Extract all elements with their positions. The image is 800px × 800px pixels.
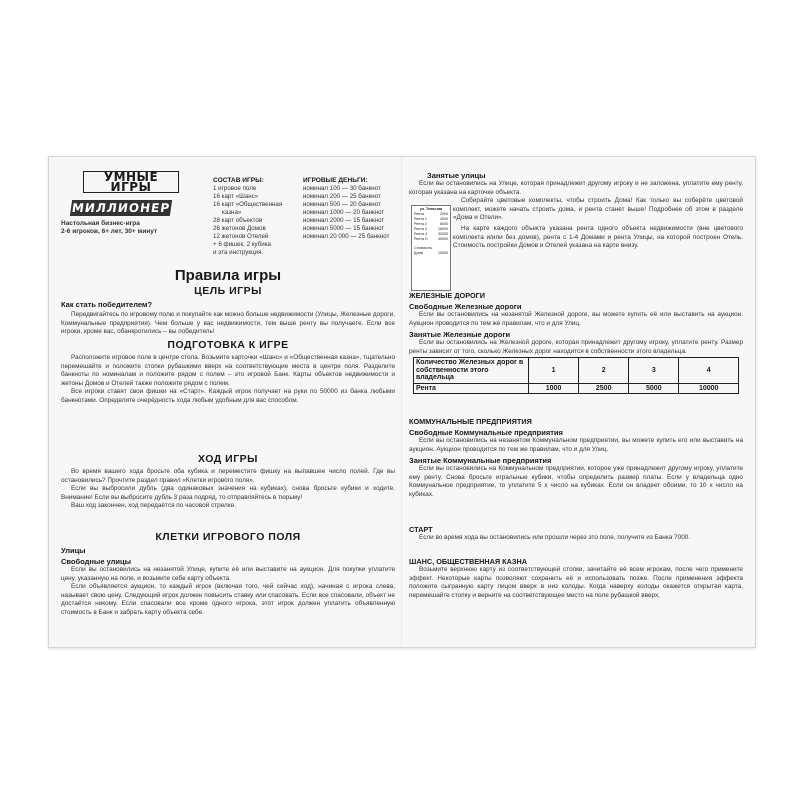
- occupied-utilities-text: Если вы остановились на Коммунальном предприятии, которое уже принадлежит другому игроку, уплатите ему ренту. Снова бросьте игральные кубики, чтобы определить размер платы. Если у владельца одно Коммунальное предприятие, то уплатите 5 х число на кубиках. Если он владеет обоими, то 10 х число на кубиках.: [409, 465, 743, 498]
- logo-subtitle-line: 2-6 игроков, 6+ лет, 30+ минут: [61, 228, 158, 235]
- rent-label: Рента О: [414, 237, 428, 241]
- table-cell: 1000: [529, 383, 579, 394]
- logo-title: МИЛЛИОНЕР: [70, 201, 172, 215]
- cells-heading: КЛЕТКИ ИГРОВОГО ПОЛЯ: [155, 531, 301, 543]
- list-item: номинал 5000 — 15 банкнот: [303, 225, 385, 232]
- list-item: номинал 100 — 30 банкнот: [303, 185, 381, 192]
- table-cell: Рента: [414, 383, 529, 394]
- logo-subtitle: [61, 220, 179, 236]
- turn-section: [61, 453, 395, 511]
- chance-section: [409, 557, 743, 600]
- table-cell: 3: [629, 358, 679, 384]
- prep-section: [61, 339, 395, 406]
- rent-value: 4000: [440, 217, 448, 221]
- rent-label: Рента 3: [414, 227, 427, 231]
- occupied-railroads-heading: Занятые Железные дороги: [409, 330, 511, 340]
- footer-value: 15000: [438, 251, 448, 255]
- logo-brand: УМНЫЕ ИГРЫ: [83, 171, 179, 193]
- goal-heading: ЦЕЛЬ ИГРЫ: [194, 285, 262, 297]
- rent-value: 8000: [440, 222, 448, 226]
- occupied-streets-text: Собирайте цветовые комплекты, чтобы строить Дома! Как только вы соберёте цветовой комплект, можете начать строить дома, и рента станет выше! Подробнее об этом в разделе «Дома и Отели».: [453, 197, 743, 222]
- list-item: номинал 200 — 25 банкнот: [303, 193, 381, 200]
- list-item: + 6 фишек, 2 кубика: [213, 241, 271, 248]
- list-item: 26 жетонов Домов: [213, 225, 266, 232]
- streets-heading: Улицы: [61, 546, 86, 555]
- railroads-heading: ЖЕЛЕЗНЫЕ ДОРОГИ: [409, 291, 486, 300]
- rent-value: 40000: [438, 237, 448, 241]
- free-railroads-text: Если вы остановились на незанятой Железной дороге, вы можете купить её или выставить на аукцион. Аукцион проводится по тем же правилам, что и для Улиц.: [409, 311, 743, 327]
- railroads-section: [409, 291, 743, 356]
- list-item: 16 карт «Общественная: [213, 201, 283, 208]
- free-streets-text: Если объявляется аукцион, то каждый игрок (включая того, чей сейчас ход), начиная с игрока слева, называет свою цену. Следующий игрок должен повысить ставку или спасовать. Если все спасовали, объект не достаётся никому. Если спасовали все кроме одного игрока, этот игрок должен уплатить объявленную стоимость в Банк и забрать карту объекта себе.: [61, 583, 395, 616]
- money-heading: ИГРОВЫЕ ДЕНЬГИ:: [303, 177, 368, 184]
- table-cell: 2: [579, 358, 629, 384]
- turn-heading: ХОД ИГРЫ: [198, 453, 258, 465]
- list-item: 28 карт объектов: [213, 217, 263, 224]
- list-item: 1 игровое поле: [213, 185, 257, 192]
- footer-line: Стоимость: [414, 246, 432, 250]
- rent-label: Рента 1: [414, 217, 427, 221]
- table-cell: Количество Железных дорог в собственности этого владельца: [414, 358, 529, 384]
- table-cell: 1: [529, 358, 579, 384]
- list-item: и эта инструкция.: [213, 249, 264, 256]
- list-item: 12 жетонов Отелей: [213, 233, 269, 240]
- occupied-streets-text: На карте каждого объекта указана рента одного объекта недвижимости (вне цветового комплекта и/или без домов), рента с 1-4 Домами и рента Улицы, на которой построен Отель. Стоимость постройки Домов и Отелей указана на карте внизу.: [453, 224, 743, 250]
- occupied-streets-section: [409, 171, 743, 255]
- occupied-utilities-heading: Занятые Коммунальные предприятия: [409, 456, 552, 466]
- goal-section: [61, 285, 395, 337]
- center-fold: [401, 157, 402, 647]
- chance-text: Возьмите верхнюю карту из соответствующей стопки, зачитайте её всем игрокам, после чего примените эффект. Некоторые карты позволяют сохранить её и использовать позже. После применения эффекта положите сыгранную карту лицом вверх в низ колоды. Когда наверху колоды окажется открытая карта, перемешайте стопку и верните на соответствующее место на поле рубашкой вверх.: [409, 566, 743, 599]
- turn-text: Если вы выбросили дубль (два одинаковых значения на кубиках), снова бросьте кубики и ходите. Внимание! Если вы выбросите дубль 3 раза подряд, то отправляйтесь в тюрьму!: [61, 485, 395, 501]
- table-cell: 2500: [579, 383, 629, 394]
- list-item: казна»: [222, 209, 242, 216]
- railroad-rent-table: [413, 357, 739, 394]
- free-streets-heading: Свободные улицы: [61, 557, 132, 566]
- prep-text: Все игроки ставят свои фишки на «Старт». Каждый игрок получает на руки по 50000 из банка любыми банкнотами. Определите очерёдность хода любым удобным для вас способом.: [61, 388, 395, 404]
- list-item: 16 карт «Шанс»: [213, 193, 259, 200]
- rent-value: 16000: [438, 227, 448, 231]
- property-card: [411, 205, 451, 291]
- prep-heading: ПОДГОТОВКА К ИГРЕ: [167, 339, 289, 351]
- property-card-footer: [414, 246, 448, 256]
- table-cell: 5000: [629, 383, 679, 394]
- rent-label: Рента: [414, 212, 424, 216]
- page-title: Правила игры: [174, 267, 282, 284]
- goal-text: Передвигайтесь по игровому полю и покупайте как можно больше недвижимости (Улицы, Железные дороги, Коммунальные предприятия). Чем больше у вас недвижимости, тем выше ренту вы получаете. Если все игроки, кроме вас, обанкротились – вы победитель!: [61, 311, 395, 336]
- rent-value: 32000: [438, 232, 448, 236]
- footer-line: [414, 251, 448, 256]
- rules-sheet: [48, 156, 756, 648]
- cells-section: [61, 531, 395, 618]
- start-text: Если во время хода вы остановились или прошли через это поле, получите из Банка 7000.: [419, 534, 691, 541]
- goal-subheading: Как стать победителем?: [61, 300, 153, 309]
- table-cell: 10000: [679, 383, 739, 394]
- property-card-row: [414, 237, 448, 242]
- game-money: [303, 177, 397, 241]
- list-item: номинал 20 000 — 25 банкнот: [303, 233, 390, 240]
- free-streets-text: Если вы остановились на незанятой Улице, купите её или выставите на аукцион. Для покупки уплатите цену, указанную на поле, и возьмите себе карту объекта.: [61, 566, 395, 582]
- list-item: номинал 2000 — 15 банкнот: [303, 217, 385, 224]
- game-contents: [213, 177, 291, 257]
- game-logo: [61, 171, 179, 241]
- start-section: [409, 525, 743, 543]
- occupied-railroads-text: Если вы остановились на Железной дороге, которая принадлежит другому игроку, уплатите ренту. Размер ренты зависит от того, сколько Железных дорог находится в собственности этого владельца.: [409, 339, 743, 355]
- free-utilities-text: Если вы остановились на незанятом Коммунальном предприятии, вы можете купить его или выставить на аукцион. Аукцион проводится по тем же правилам, что и для Улиц.: [409, 437, 743, 453]
- start-heading: СТАРТ: [409, 525, 433, 534]
- contents-heading: СОСТАВ ИГРЫ:: [213, 177, 264, 184]
- rent-label: Рента 2: [414, 222, 427, 226]
- prep-text: Расположите игровое поле в центре стола. Возьмите карточки «Шанс» и «Общественная казна», тщательно перемешайте и положите стопки рубашкими вверх на соответствующие места в центре поля. Разделите банкноты по номиналам и положите рядом с полем – это игровой Банк. Карты объектов недвижимости и жетоны Домов и Отелей также положите рядом с полем.: [61, 354, 395, 387]
- property-card-title: ул. Тенистая: [419, 207, 443, 211]
- footer-label: Дома: [414, 251, 423, 255]
- turn-text: Во время вашего хода бросьте оба кубика и переместите фишку на выпавшее число полей. Где вы остановились? Прочтите раздел правил «Клетки игрового поля».: [61, 468, 395, 484]
- table-cell: 4: [679, 358, 739, 384]
- rent-value: 2000: [440, 212, 448, 216]
- turn-text: Ваш ход закончен, ход передаётся по часовой стрелке.: [71, 502, 236, 510]
- utilities-section: [409, 417, 743, 500]
- utilities-heading: КОММУНАЛЬНЫЕ ПРЕДПРИЯТИЯ: [409, 417, 532, 426]
- occupied-streets-heading: Занятые улицы: [427, 171, 486, 180]
- free-utilities-heading: Свободные Коммунальные предприятия: [409, 428, 563, 437]
- table-row: [414, 358, 739, 384]
- list-item: номинал 1000 — 20 банкнот: [303, 209, 385, 216]
- rent-label: Рента 4: [414, 232, 427, 236]
- free-railroads-heading: Свободные Железные дороги: [409, 302, 522, 311]
- list-item: номинал 500 — 20 банкнот: [303, 201, 381, 208]
- occupied-streets-text: Если вы остановились на Улице, которая принадлежит другому игроку и не заложена, уплатите ему ренту, которая указана на карточке объекта.: [409, 180, 743, 196]
- logo-subtitle-line: Настольная бизнес-игра: [61, 220, 140, 227]
- chance-heading: ШАНС, ОБЩЕСТВЕННАЯ КАЗНА: [409, 557, 528, 566]
- table-row: [414, 383, 739, 394]
